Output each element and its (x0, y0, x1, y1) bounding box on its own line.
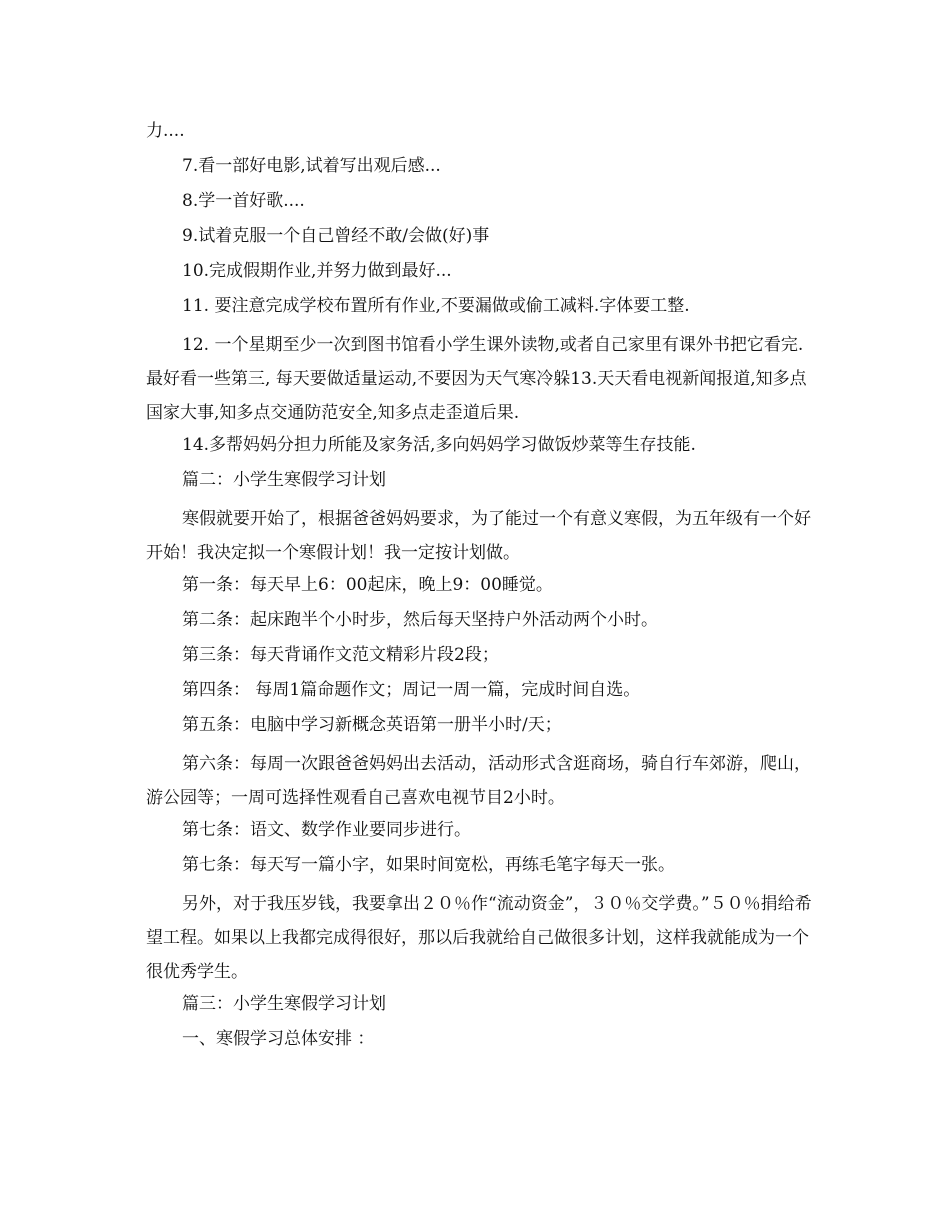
list-item-9: 9.试着克服一个自己曾经不敢/会做(好)事 (182, 226, 490, 246)
subsection-heading-1: 一、寒假学习总体安排 ： (182, 1029, 375, 1049)
list-item-11: 11. 要注意完成学校布置所有作业,不要漏做或偷工减料.字体要工整. (182, 296, 690, 316)
money-paragraph: 另外，对于我压岁钱，我要拿出２０％作“流动资金”，３０％交学费。”５０％捐给希望工程。如果以上我都完成得很好，那以后我就给自己做很多计划，这样我就能成为一个很优秀学生。 (146, 894, 812, 982)
section-heading-3: 篇三：小学生寒假学习计划 (182, 994, 386, 1014)
plan-item-5: 第五条：电脑中学习新概念英语第一册半小时/天； (182, 715, 562, 735)
plan-item-3: 第三条：每天背诵作文范文精彩片段2段； (182, 645, 499, 665)
list-item-7: 7.看一部好电影,试着写出观后感... (182, 156, 441, 176)
list-item-14: 14.多帮妈妈分担力所能及家务活,多向妈妈学习做饭炒菜等生存技能. (182, 435, 696, 455)
paragraph-continuation: 力.... (146, 121, 185, 141)
plan-item-4: 第四条： 每周1篇命题作文；周记一周一篇，完成时间自选。 (182, 680, 641, 700)
document-page (146, 118, 816, 1061)
plan-item-2: 第二条：起床跑半个小时步，然后每天坚持户外活动两个小时。 (182, 610, 658, 630)
plan-item-6: 第六条：每周一次跟爸爸妈妈出去活动，活动形式含逛商场，骑自行车郊游，爬山，游公园等；一周可选择性观看自己喜欢电视节目2小时。 (146, 754, 811, 808)
plan-item-7a: 第七条：语文、数学作业要同步进行。 (182, 820, 471, 840)
list-item-12: 12. 一个星期至少一次到图书馆看小学生课外读物,或者自己家里有课外书把它看完.最好看一些第三, 每天要做适量运动,不要因为天气寒冷躲13.天天看电视新闻报道,知多点国家大事,知多点交通防范安全,知多点走歪道后果. (146, 335, 807, 423)
list-item-10: 10.完成假期作业,并努力做到最好... (182, 261, 452, 281)
section-heading-2: 篇二：小学生寒假学习计划 (182, 470, 386, 490)
plan-item-7b: 第七条：每天写一篇小字，如果时间宽松，再练毛笔字每天一张。 (182, 855, 675, 875)
list-item-8: 8.学一首好歌.... (182, 191, 305, 211)
plan-item-1: 第一条：每天早上6：00起床，晚上9：00睡觉。 (182, 575, 553, 595)
intro-paragraph: 寒假就要开始了，根据爸爸妈妈要求，为了能过一个有意义寒假，为五年级有一个好开始！我决定拟一个寒假计划！我一定按计划做。 (146, 509, 811, 563)
